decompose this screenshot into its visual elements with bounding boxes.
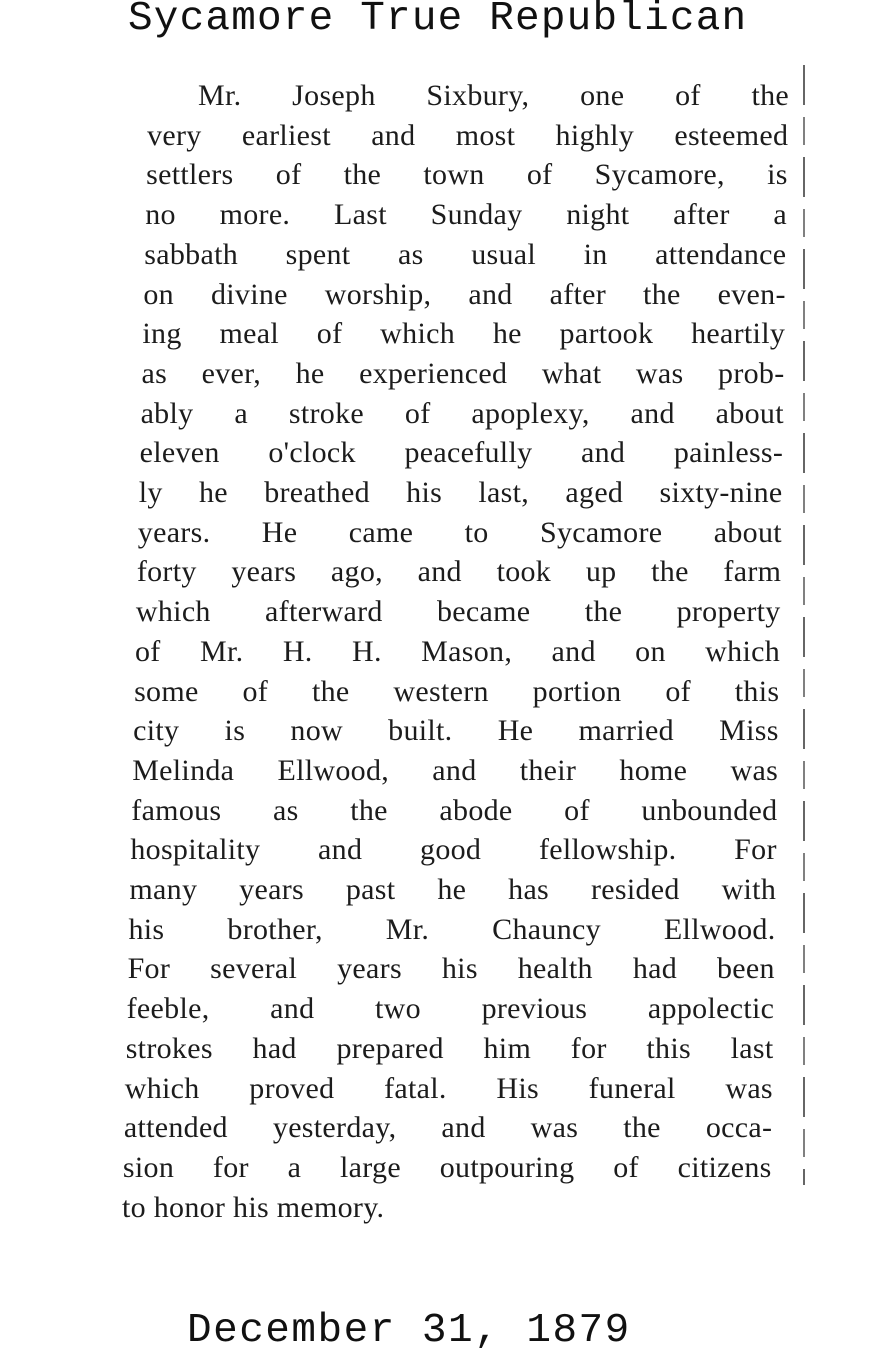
article-line: to honor his memory. [122, 1190, 385, 1224]
article-line: ly he breathed his last, aged sixty-nine [138, 476, 783, 509]
article-line: on divine worship, and after the even- [143, 277, 786, 311]
article-line: very earliest and most highly esteemed [147, 118, 789, 152]
article-line: which afterward became the property [135, 595, 781, 629]
article-line: ably a stroke of apoplexy, and about [140, 396, 784, 430]
publication-date: December 31, 1879 [187, 1308, 631, 1354]
article-line: ing meal of which he partook heartily [142, 317, 786, 351]
article-line: which proved fatal. His funeral was [124, 1071, 773, 1105]
article-line: forty years ago, and took up the farm [136, 555, 782, 589]
article-line: Melinda Ellwood, and their home was [132, 753, 779, 787]
article-line: For several years his health had been [127, 952, 775, 986]
article-line: Mr. Joseph Sixbury, one of the [198, 79, 789, 112]
article-line: attended yesterday, and was the occa- [123, 1111, 773, 1145]
article-line: hospitality and good fellowship. For [130, 833, 777, 867]
article-line: as ever, he experienced what was prob- [141, 356, 785, 390]
article-line: strokes had prepared him for this last [125, 1031, 774, 1065]
article-line: famous as the abode of unbounded [131, 793, 778, 827]
article-line: city is now built. He married Miss [133, 714, 779, 748]
article-line: sion for a large outpouring of citizens [122, 1150, 772, 1184]
article-line: of Mr. H. H. Mason, and on which [135, 634, 780, 668]
article-line: years. He came to Sycamore about [137, 515, 782, 549]
article-line: settlers of the town of Sycamore, is [146, 158, 788, 192]
article-line: many years past he has resided with [129, 873, 777, 906]
article-line: eleven o'clock peacefully and painless- [139, 436, 784, 470]
newspaper-title: Sycamore True Republican [128, 0, 748, 42]
column-rule [803, 65, 805, 1185]
article-line: sabbath spent as usual in attendance [144, 237, 787, 271]
article-line: some of the western portion of this [134, 674, 780, 708]
article-line: feeble, and two previous appolectic [126, 992, 775, 1026]
article-line: no more. Last Sunday night after a [145, 198, 788, 232]
article-line: his brother, Mr. Chauncy Ellwood. [128, 912, 776, 946]
